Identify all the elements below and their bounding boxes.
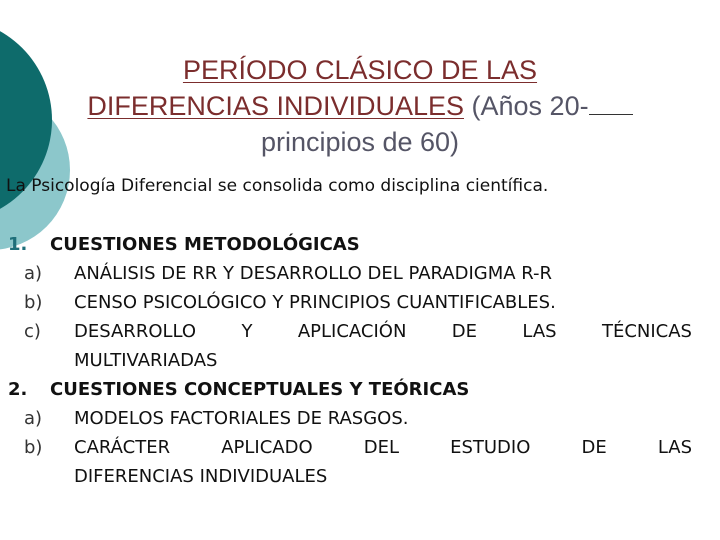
item-text: CENSO PSICOLÓGICO Y PRINCIPIOS CUANTIFICABLES. — [74, 292, 556, 313]
section-number: 1. — [8, 234, 28, 255]
item-text: ANÁLISIS DE RR Y DESARROLLO DEL PARADIGMA R-R — [74, 263, 553, 284]
item-text: MODELOS FACTORIALES DE RASGOS. — [74, 408, 409, 429]
section-heading: CUESTIONES CONCEPTUALES Y TEÓRICAS — [50, 379, 470, 400]
title-underlined: DIFERENCIAS INDIVIDUALES — [87, 91, 464, 121]
list-item — [8, 317, 692, 375]
list-item — [8, 259, 692, 288]
title-line-1: PERÍODO CLÁSICO DE LAS — [182, 55, 538, 85]
section-heading: CUESTIONES METODOLÓGICAS — [50, 234, 360, 255]
content-list — [8, 230, 692, 491]
title-line-2 — [0, 88, 720, 124]
item-letter: a) — [24, 263, 43, 284]
section-1 — [8, 230, 692, 259]
slide-title — [0, 52, 720, 160]
title-underline-gap — [589, 94, 633, 115]
title-line-3: principios de 60) — [260, 127, 460, 157]
list-item — [8, 433, 692, 491]
item-letter: b) — [24, 292, 43, 313]
item-text: CARÁCTER APLICADO DEL ESTUDIO DE LAS DIFERENCIAS INDIVIDUALES — [74, 437, 692, 487]
item-letter: c) — [24, 321, 41, 342]
item-letter: b) — [24, 437, 43, 458]
section-2 — [8, 375, 692, 404]
item-letter: a) — [24, 408, 43, 429]
list-item — [8, 404, 692, 433]
title-years: (Años 20- — [471, 91, 589, 121]
list-item — [8, 288, 692, 317]
intro-text: La Psicología Diferencial se consolida como disciplina científica. — [6, 176, 549, 196]
item-text: DESARROLLO Y APLICACIÓN DE LAS TÉCNICAS MULTIVARIADAS — [74, 321, 692, 371]
section-number: 2. — [8, 379, 28, 400]
